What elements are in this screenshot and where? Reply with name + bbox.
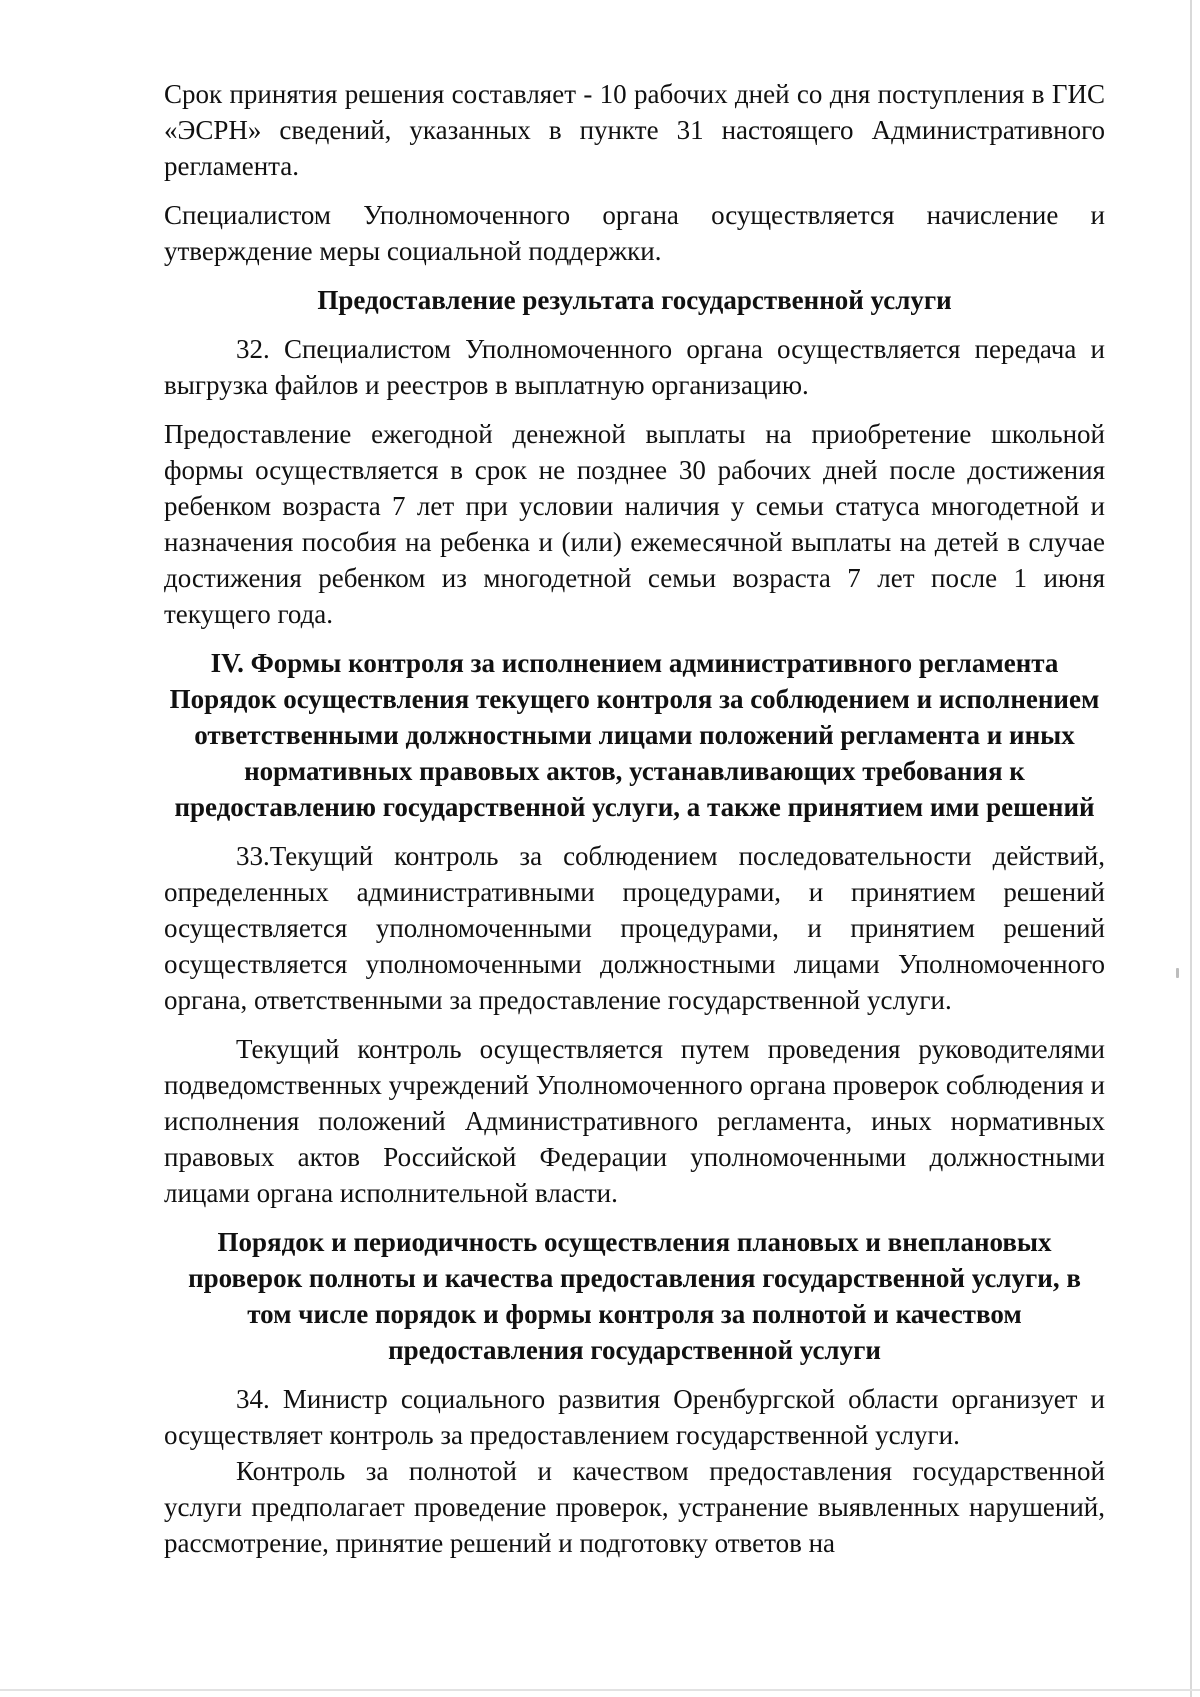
paragraph-decision-term: Срок принятия решения составляет - 10 рабочих дней со дня поступления в ГИС «ЭСРН» сведений, указанных в пункте 31 настоящего Административного регламента. bbox=[164, 79, 1105, 181]
paragraph-annual-payment: Предоставление ежегодной денежной выплаты на приобретение школьной формы осуществляется в срок не позднее 30 рабочих дней после достижения ребенком возраста 7 лет при условии наличия у семьи статуса многодетной и назначения пособия на ребенка и (или) ежемесячной выплаты на детей в случае достижения ребенком из многодетной семьи возраста 7 лет после 1 июня текущего года. bbox=[164, 419, 1105, 629]
paragraph-accrual: Специалистом Уполномоченного органа осуществляется начисление и утверждение меры социальной поддержки. bbox=[164, 200, 1105, 266]
paragraph-quality-control: Контроль за полнотой и качеством предоставления государственной услуги предполагает проведение проверок, устранение выявленных нарушений, рассмотрение, принятие решений и подготовку ответов на bbox=[164, 1456, 1105, 1558]
heading-section-iv: IV. Формы контроля за исполнением административного регламента Порядок осуществления текущего контроля за соблюдением и исполнением ответственными должностными лицами положений регламента и иных нормативных правовых актов, устанавливающих требования к предоставлению государственной услуги, а также принятием ими решений bbox=[169, 648, 1100, 822]
document-body bbox=[164, 76, 1105, 1561]
scan-border-right bbox=[1190, 0, 1192, 1697]
scan-speck bbox=[1176, 968, 1179, 978]
paragraph-32: 32. Специалистом Уполномоченного органа осуществляется передача и выгрузка файлов и реестров в выплатную организацию. bbox=[164, 334, 1105, 400]
heading-result-provision: Предоставление результата государственной услуги bbox=[317, 285, 952, 315]
paragraph-33: 33.Текущий контроль за соблюдением последовательности действий, определенных административными процедурами, и принятием решений осуществляется уполномоченными процедурами, и принятием решений осуществляется уполномоченными должностными лицами Уполномоченного органа, ответственными за предоставление государственной услуги. bbox=[164, 841, 1105, 1015]
paragraph-current-control: Текущий контроль осуществляется путем проведения руководителями подведомственных учреждений Уполномоченного органа проверок соблюдения и исполнения положений Административного регламента, иных нормативных правовых актов Российской Федерации уполномоченными должностными лицами органа исполнительной власти. bbox=[164, 1034, 1105, 1208]
paragraph-34: 34. Министр социального развития Оренбургской области организует и осуществляет контроль за предоставлением государственной услуги. bbox=[164, 1384, 1105, 1450]
heading-inspections: Порядок и периодичность осуществления плановых и внеплановых проверок полноты и качества предоставления государственной услуги, в том числе порядок и формы контроля за полнотой и качеством предоставления государственной услуги bbox=[188, 1227, 1081, 1365]
scan-border-bottom bbox=[0, 1689, 1200, 1691]
